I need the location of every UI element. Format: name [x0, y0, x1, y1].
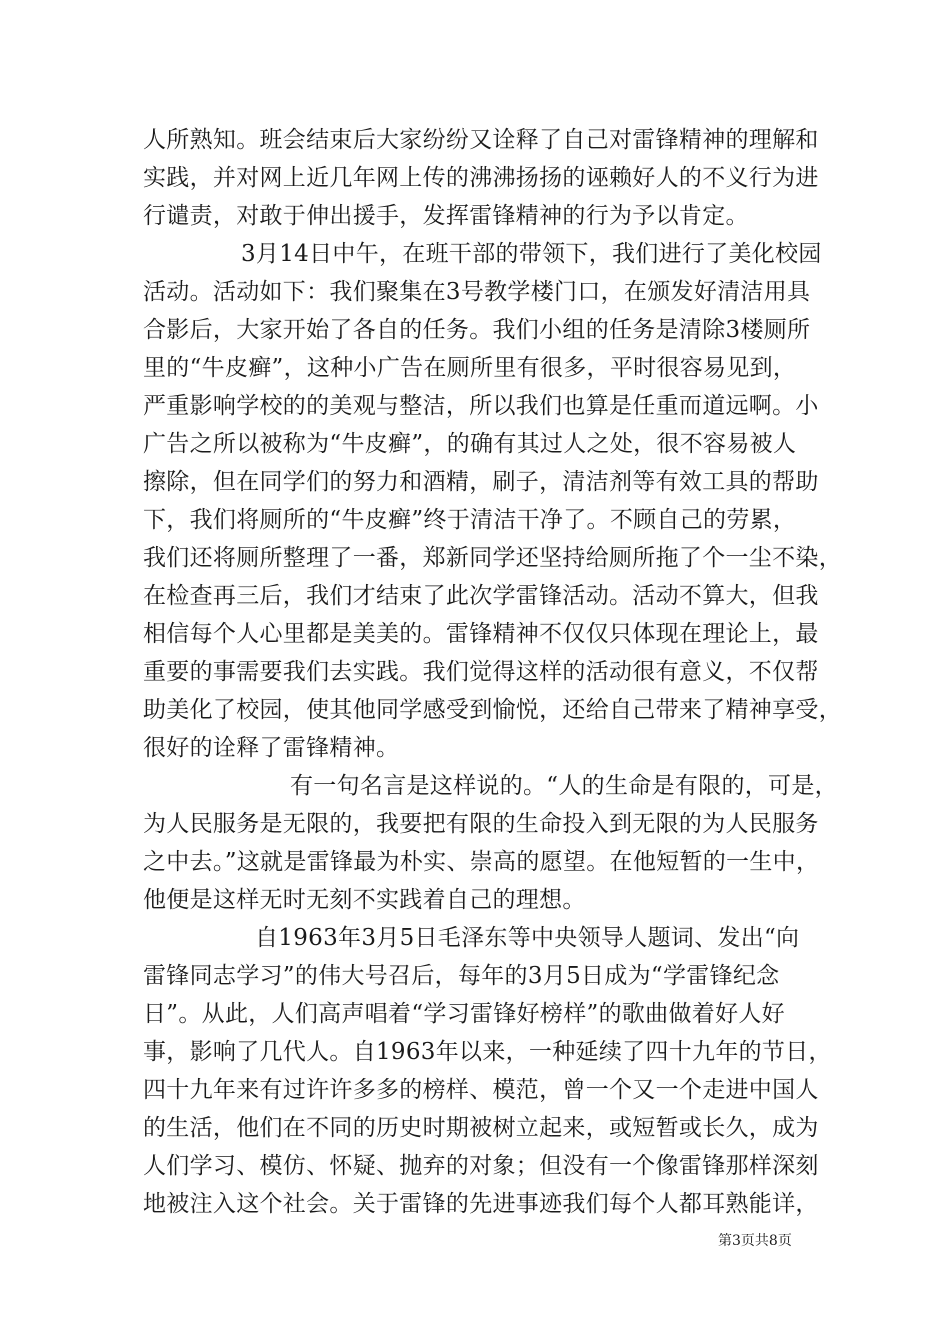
text-line: 里的“牛皮癣”，这种小广告在厕所里有很多，平时很容易见到，: [143, 355, 797, 381]
text-line: 为人民服务是无限的，我要把有限的生命投入到无限的为人民服务: [143, 811, 819, 837]
text-line: 四十九年来有过许许多多的榜样、模范，曾一个又一个走进中国人: [143, 1077, 819, 1103]
text-line: 日”。从此，人们高声唱着“学习雷锋好榜样”的歌曲做着好人好: [143, 1001, 785, 1027]
text-line: 很好的诠释了雷锋精神。: [143, 735, 400, 761]
text-line: 严重影响学校的的美观与整洁，所以我们也算是任重而道远啊。小: [143, 393, 819, 419]
text-line: 地被注入这个社会。关于雷锋的先进事迹我们每个人都耳熟能详，: [143, 1191, 819, 1217]
text-line: 人们学习、模仿、怀疑、抛弃的对象；但没有一个像雷锋那样深刻: [143, 1153, 819, 1179]
text-line: 人所熟知。班会结束后大家纷纷又诠释了自己对雷锋精神的理解和: [143, 127, 819, 153]
text-line: 广告之所以被称为“牛皮癣”，的确有其过人之处，很不容易被人: [143, 431, 797, 457]
text-line: 自1963年3月5日毛泽东等中央领导人题词、发出“向: [255, 925, 800, 951]
text-line: 重要的事需要我们去实践。我们觉得这样的活动很有意义，不仅帮: [143, 659, 819, 685]
text-line: 之中去。”这就是雷锋最为朴实、崇高的愿望。在他短暂的一生中，: [143, 849, 820, 875]
text-line: 有一句名言是这样说的。“人的生命是有限的，可是，: [290, 773, 838, 799]
text-line: 雷锋同志学习”的伟大号召后，每年的3月5日成为“学雷锋纪念: [143, 963, 780, 989]
text-line: 助美化了校园，使其他同学感受到愉悦，还给自己带来了精神享受，: [143, 697, 842, 723]
page-number: 第3页共8页: [718, 1233, 792, 1249]
text-line: 相信每个人心里都是美美的。雷锋精神不仅仅只体现在理论上，最: [143, 621, 819, 647]
text-line: 行谴责，对敢于伸出援手，发挥雷锋精神的行为予以肯定。: [143, 203, 749, 229]
text-line: 3月14日中午，在班干部的带领下，我们进行了美化校园: [241, 241, 822, 267]
text-line: 合影后，大家开始了各自的任务。我们小组的任务是清除3楼厕所: [143, 317, 811, 343]
text-line: 活动。活动如下：我们聚集在3号教学楼门口，在颁发好清洁用具: [143, 279, 811, 305]
text-line: 我们还将厕所整理了一番，郑新同学还坚持给厕所拖了个一尘不染，: [143, 545, 842, 571]
text-line: 擦除，但在同学们的努力和酒精，刷子，清洁剂等有效工具的帮助: [143, 469, 819, 495]
text-line: 实践，并对网上近几年网上传的沸沸扬扬的诬赖好人的不义行为进: [143, 165, 819, 191]
text-line: 事，影响了几代人。自1963年以来，一种延续了四十九年的节日，: [143, 1039, 832, 1065]
text-line: 下，我们将厕所的“牛皮癣”终于清洁干净了。不顾自己的劳累，: [143, 507, 797, 533]
text-line: 在检查再三后，我们才结束了此次学雷锋活动。活动不算大，但我: [143, 583, 819, 609]
text-line: 的生活，他们在不同的历史时期被树立起来，或短暂或长久，成为: [143, 1115, 819, 1141]
text-line: 他便是这样无时无刻不实践着自己的理想。: [143, 887, 586, 913]
